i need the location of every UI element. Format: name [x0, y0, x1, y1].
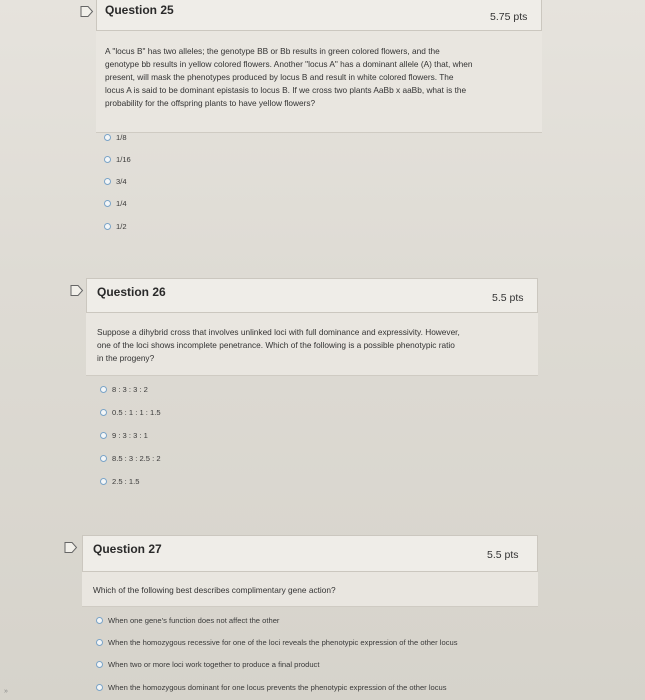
divider	[86, 375, 538, 376]
answer-option[interactable]	[100, 454, 161, 463]
edge-mark: »	[4, 688, 8, 695]
radio-button[interactable]	[104, 223, 111, 230]
divider	[96, 132, 542, 133]
answer-option[interactable]	[104, 199, 127, 208]
question-text-line: A "locus B" has two alleles; the genotype BB or Bb results in green colored flowers, and the	[105, 46, 440, 56]
radio-button[interactable]	[104, 134, 111, 141]
question-text-line: locus A is said to be dominant epistasis to locus B. If we cross two plants AaBb x aaBb, what is the	[105, 85, 467, 95]
answer-option[interactable]	[100, 431, 148, 440]
answer-option[interactable]	[100, 477, 139, 486]
flag-icon[interactable]	[80, 6, 94, 17]
radio-button[interactable]	[100, 409, 107, 416]
option-label: 1/16	[116, 155, 131, 164]
answer-option[interactable]	[104, 133, 127, 142]
answer-option[interactable]	[96, 638, 458, 647]
flag-icon[interactable]	[70, 285, 84, 296]
option-label: 1/4	[116, 199, 127, 208]
option-label: 1/2	[116, 222, 127, 231]
option-label: When one gene's function does not affect the other	[108, 616, 280, 625]
question-text-line: genotype bb results in yellow colored flowers. Another "locus A" has a dominant allele (A) that, when	[105, 59, 473, 69]
answer-option[interactable]	[96, 683, 447, 692]
question-25-title: Question 25	[105, 3, 174, 17]
option-label: When the homozygous dominant for one locus prevents the phenotypic expression of the other locus	[108, 683, 447, 692]
radio-button[interactable]	[104, 200, 111, 207]
answer-option[interactable]	[104, 222, 127, 231]
answer-option[interactable]	[104, 155, 131, 164]
radio-button[interactable]	[100, 478, 107, 485]
radio-button[interactable]	[96, 661, 103, 668]
answer-option[interactable]	[104, 177, 127, 186]
option-label: 1/8	[116, 133, 127, 142]
radio-button[interactable]	[104, 156, 111, 163]
question-text-line: in the progeny?	[97, 353, 155, 363]
radio-button[interactable]	[104, 178, 111, 185]
radio-button[interactable]	[100, 386, 107, 393]
option-label: 8 : 3 : 3 : 2	[112, 385, 148, 394]
flag-icon[interactable]	[64, 542, 78, 553]
question-26-text	[97, 326, 533, 365]
radio-button[interactable]	[96, 639, 103, 646]
question-27-text	[93, 584, 533, 597]
question-27-points: 5.5 pts	[487, 549, 519, 561]
question-text-line: Which of the following best describes complimentary gene action?	[93, 585, 336, 595]
question-27-title: Question 27	[93, 542, 162, 556]
question-text-line: Suppose a dihybrid cross that involves unlinked loci with full dominance and expressivity. However,	[97, 327, 460, 337]
option-label: 2.5 : 1.5	[112, 477, 140, 486]
divider	[82, 606, 538, 607]
question-text-line: present, will mask the phenotypes produced by locus B and result in white colored flowers. The	[105, 72, 454, 82]
radio-button[interactable]	[96, 684, 103, 691]
radio-button[interactable]	[100, 455, 107, 462]
question-25-points: 5.75 pts	[490, 11, 528, 23]
option-label: 3/4	[116, 177, 127, 186]
option-label: 8.5 : 3 : 2.5 : 2	[112, 454, 161, 463]
answer-option[interactable]	[96, 616, 279, 625]
question-26-title: Question 26	[97, 285, 166, 299]
radio-button[interactable]	[100, 432, 107, 439]
question-text-line: one of the loci shows incomplete penetrance. Which of the following is a possible phenotypic ratio	[97, 340, 455, 350]
option-label: When the homozygous recessive for one of the loci reveals the phenotypic expression of the other locus	[108, 638, 458, 647]
answer-option[interactable]	[100, 408, 161, 417]
answer-option[interactable]	[100, 385, 148, 394]
answer-option[interactable]	[96, 660, 319, 669]
radio-button[interactable]	[96, 617, 103, 624]
question-text-line: probability for the offspring plants to have yellow flowers?	[105, 98, 316, 108]
option-label: 9 : 3 : 3 : 1	[112, 431, 148, 440]
option-label: 0.5 : 1 : 1 : 1.5	[112, 408, 161, 417]
option-label: When two or more loci work together to produce a final product	[108, 660, 320, 669]
question-26-points: 5.5 pts	[492, 292, 524, 304]
question-25-text	[105, 45, 535, 110]
